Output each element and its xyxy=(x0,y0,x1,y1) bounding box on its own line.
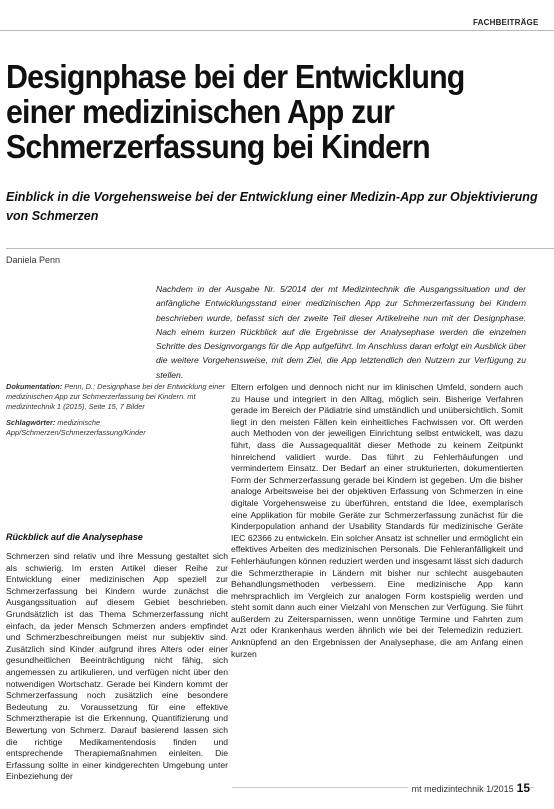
documentation-label: Dokumentation: xyxy=(6,382,63,391)
documentation-text: Penn, D.: Designphase bei der Entwicklung einer medizinischen App zur Schmerzerfassung bei Kindern. mt medizintechnik 1 (2015), Seite 15, 7 Bilder xyxy=(6,382,225,411)
page-number: 15 xyxy=(516,781,530,795)
keywords-text: medizinische App/Schmerzen/Schmerzerfassung/Kinder xyxy=(6,418,146,437)
article-metadata xyxy=(6,382,226,444)
article-subtitle: Einblick in die Vorgehensweise bei der Entwicklung einer Medizin-App zur Objektivierung von Schmerzen xyxy=(6,190,538,223)
intro-paragraph: Nachdem in der Ausgabe Nr. 5/2014 der mt Medizintechnik die Ausgangssituation und der anfängliche Entwicklungsstand einer medizinischen App zur Schmerzerfassung bei Kindern beschrieben wurde, befasst sich der zweite Teil dieser Artikelreihe nun mit der Designphase. Nach einem kurzen Rückblick auf die Ergebnisse der Analysephase werden die einzelnen Schritte des Designvorgangs für die App aufgeführt. Im Anschluss daran erfolgt ein Ausblick über die weitere Vorgehensweise, mit dem Ziel, die App letztendlich den Nutzern zur Verfügung zu stellen. xyxy=(156,284,526,380)
author-name: Daniela Penn xyxy=(6,255,61,265)
section-label: FACHBEITRÄGE xyxy=(473,18,539,27)
section-heading: Rückblick auf die Analysephase xyxy=(6,532,143,542)
body-text-right-column: Eltern erfolgen und dennoch nicht nur im klinischen Umfeld, sondern auch zu Hause und integriert in den Alltag, möglich sein. Bisherige Verfahren gerade im Bereich der Pädiatrie sind umständlich und unübersichtlich. Somit liegt in den meisten Fällen kein einheitliches Fachwissen vor. Oft werden auch Methoden von der jeweiligen Einrichtung selbst entwickelt, was dazu führt, dass die Aussagequalität dieser Methode zu keinem Zeitpunkt hinreichend validiert wurde. Das führt zu Fehlerhäufungen und vermindertem Einsatz. Der Bedarf an einer strukturierten, dokumentierten Form der Schmerzerfassung gerade bei Kindern ist gegeben. Um die bisher analoge Arbeitsweise bei der objektiven Erfassung von Schmerzen in eine digitale Vorgehensweise zu überführen, entstand die Idee, exemplarisch eine Applikation für mobile Geräte zur Schmerzerfassung zunächst für die Kinderpopulation anhand der Usability Standards für medizinische Geräte IEC 62366 zu entwickeln. Ein solcher Ansatz ist schneller und ermöglicht ein effektives Arbeiten des medizinischen Personals. Die Fehleranfälligkeit und Fehlerhäufungen können reduziert werden und insgesamt lässt sich dadurch die Schmerztherapie in Ländern mit bisher nur schlecht ausgebauten Behandlungsmethoden verbessern. Eine medizinische App kann mehrsprachlich im Vergleich zur analogen Form kostspielig werden und steht somit dann auch einer Vielzahl von Menschen zur Verfügung. Sie führt außerdem zu Zeitersparnissen, wenn unnötige Termine und Fahrten zum Arzt oder Krankenhaus werden ähnlich wie bei der Telemedizin reduziert. Anknüpfend an den Ergebnissen der Analysephase, die am Anfang einen kurzen xyxy=(231,382,523,659)
author-rule xyxy=(6,248,554,249)
page-footer xyxy=(408,781,530,795)
article-title: Designphase bei der Entwicklung einer medizinischen App zur Schmerzerfassung bei Kindern xyxy=(6,58,465,165)
body-text-left-column: Schmerzen sind relativ und ihre Messung gestaltet sich als schwierig. Im ersten Artikel dieser Reihe zur Entwicklung einer medizinischen App speziell zur Schmerzerfassung bei Kindern wurde zunächst die Ausgangssituation auf diesem Gebiet beschrieben. Grundsätzlich ist das Thema Schmerzerfassung nicht einfach, da jeder Mensch Schmerzen anders empfindet und Schmerzbeschreibungen meist nur subjektiv sind. Zusätzlich sind Kinder aufgrund ihres Alters oder einer gesundheitlichen Beeinträchtigung nicht fähig, sich angemessen zu artikulieren, und verfügen nicht über den notwendigen Wortschatz. Gerade bei Kindern kommt der Schmerzerfassung noch zusätzlich eine besondere Bedeutung zu. Voraussetzung für eine effektive Schmerztherapie ist die Erkennung, Quantifizierung und Bewertung von Schmerz. Darauf basierend lassen sich die richtige Medikamentendosis finden und entsprechende Therapiemaßnahmen einleiten. Die Erfassung sollte in einer kindgerechten Umgebung unter Einbeziehung der xyxy=(6,551,228,782)
header-rule xyxy=(0,30,554,31)
keywords-entry xyxy=(6,418,226,438)
documentation-entry xyxy=(6,382,226,412)
keywords-label: Schlagwörter: xyxy=(6,418,56,427)
journal-issue: mt medizintechnik 1/2015 xyxy=(411,784,514,794)
